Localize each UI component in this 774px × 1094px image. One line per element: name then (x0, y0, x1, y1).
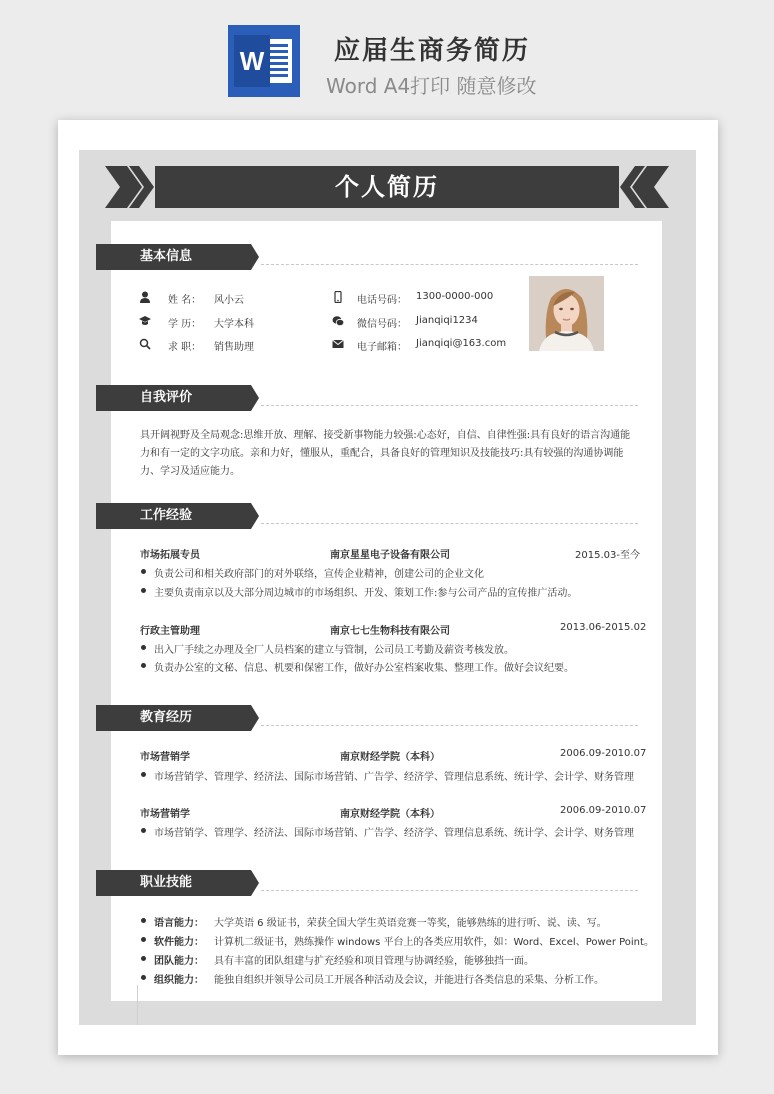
work-duty: 负责办公室的文秘、信息、机要和保密工作，做好办公室档案收集、整理工作。做好会议纪要。 (154, 659, 574, 674)
word-icon (228, 25, 300, 97)
work-period: 2015.03-至今 (575, 550, 640, 561)
divider (261, 890, 638, 891)
job-label: 求 职： (168, 342, 202, 353)
resume-title: 个人简历 (335, 173, 439, 201)
edu-courses: 市场营销学、管理学、经济法、国际市场营销、广告学、经济学、管理信息系统、统计学、会计学、财务管理 (154, 824, 634, 839)
job-value: 销售助理 (214, 342, 254, 353)
section-title: 教育经历 (140, 710, 193, 725)
skill-text: 计算机二级证书，熟练操作 windows 平台上的各类应用软件，如：Word、Excel、Power Point。 (214, 937, 654, 948)
education-value: 大学本科 (214, 319, 254, 330)
self-evaluation-text: 具开阔视野及全局观念:思维开放、理解、接受新事物能力较强:心态好，自信、自律性强:具有良好的语言沟通能力和有一定的文字功底。亲和力好，懂服从，重配合，具备良好的管理知识及技能技巧:具有较强的沟通协调能力、学习及适应能力。 (140, 430, 631, 477)
education-label: 学 历： (168, 319, 202, 330)
work-period: 2013.06-2015.02 (560, 622, 647, 633)
name-value: 风小云 (214, 295, 244, 306)
work-company: 南京星星电子设备有限公司 (330, 550, 450, 561)
wechat-icon (332, 315, 344, 327)
skill-label: 语言能力： (154, 914, 204, 929)
edu-school: 南京财经学院（本科） (340, 752, 440, 763)
section-title: 基本信息 (140, 249, 193, 264)
section-header-self-evaluation (96, 385, 641, 411)
work-duty: 主要负责南京以及大部分周边城市的市场组织、开发、策划工作:参与公司产品的宣传推广活动。 (154, 584, 577, 599)
edu-period: 2006.09-2010.07 (560, 748, 647, 759)
work-company: 南京七七生物科技有限公司 (330, 626, 450, 637)
phone-value: 1300-0000-000 (416, 291, 494, 302)
section-header-skills (96, 870, 641, 896)
section-header-education (96, 705, 641, 731)
page-subtitle: Word A4打印 随意修改 (326, 74, 537, 98)
skill-label: 组织能力： (154, 971, 204, 986)
email-label: 电子邮箱： (357, 342, 407, 353)
divider (261, 725, 638, 726)
search-icon (139, 338, 151, 350)
section-title: 自我评价 (140, 390, 193, 405)
wechat-label: 微信号码： (357, 319, 407, 330)
edu-major: 市场营销学 (140, 809, 190, 820)
section-header-basic (96, 244, 641, 270)
work-duty: 负责公司和相关政府部门的对外联络，宣传企业精神，创建公司的企业文化 (154, 565, 484, 580)
graduation-cap-icon (139, 315, 151, 327)
skill-label: 团队能力： (154, 952, 204, 967)
section-header-work (96, 503, 641, 529)
envelope-icon (332, 338, 344, 350)
mobile-phone-icon (332, 291, 344, 303)
divider (261, 523, 638, 524)
page-title: 应届生商务简历 (334, 36, 531, 66)
skill-text: 具有丰富的团队组建与扩充经验和项目管理与协调经验，能够独挡一面。 (214, 956, 534, 967)
section-title: 工作经验 (140, 508, 193, 523)
divider (261, 264, 638, 265)
phone-label: 电话号码： (357, 295, 407, 306)
divider (261, 405, 638, 406)
name-label: 姓 名： (168, 295, 202, 306)
work-role: 行政主管助理 (140, 626, 200, 637)
person-icon (139, 291, 151, 303)
edu-courses: 市场营销学、管理学、经济法、国际市场营销、广告学、经济学、管理信息系统、统计学、会计学、财务管理 (154, 768, 634, 783)
title-banner (105, 166, 669, 208)
section-title: 职业技能 (140, 875, 193, 890)
skill-text: 能独自组织并领导公司员工开展各种活动及会议，并能进行各类信息的采集、分析工作。 (214, 975, 604, 986)
skill-text: 大学英语 6 级证书，荣获全国大学生英语竞赛一等奖，能够熟练的进行听、说、读、写。 (214, 918, 607, 929)
work-duty: 出入厂手续之办理及全厂人员档案的建立与管制，公司员工考勤及薪资考核发放。 (154, 641, 514, 656)
profile-photo (529, 276, 604, 351)
margin-line (137, 985, 138, 1025)
edu-major: 市场营销学 (140, 752, 190, 763)
work-role: 市场拓展专员 (140, 550, 200, 561)
wechat-value: Jianqiqi1234 (416, 315, 478, 326)
edu-school: 南京财经学院（本科） (340, 809, 440, 820)
edu-period: 2006.09-2010.07 (560, 805, 647, 816)
skill-label: 软件能力： (154, 933, 204, 948)
svg-text:W: W (239, 46, 265, 76)
email-value: Jianqiqi@163.com (416, 338, 507, 349)
